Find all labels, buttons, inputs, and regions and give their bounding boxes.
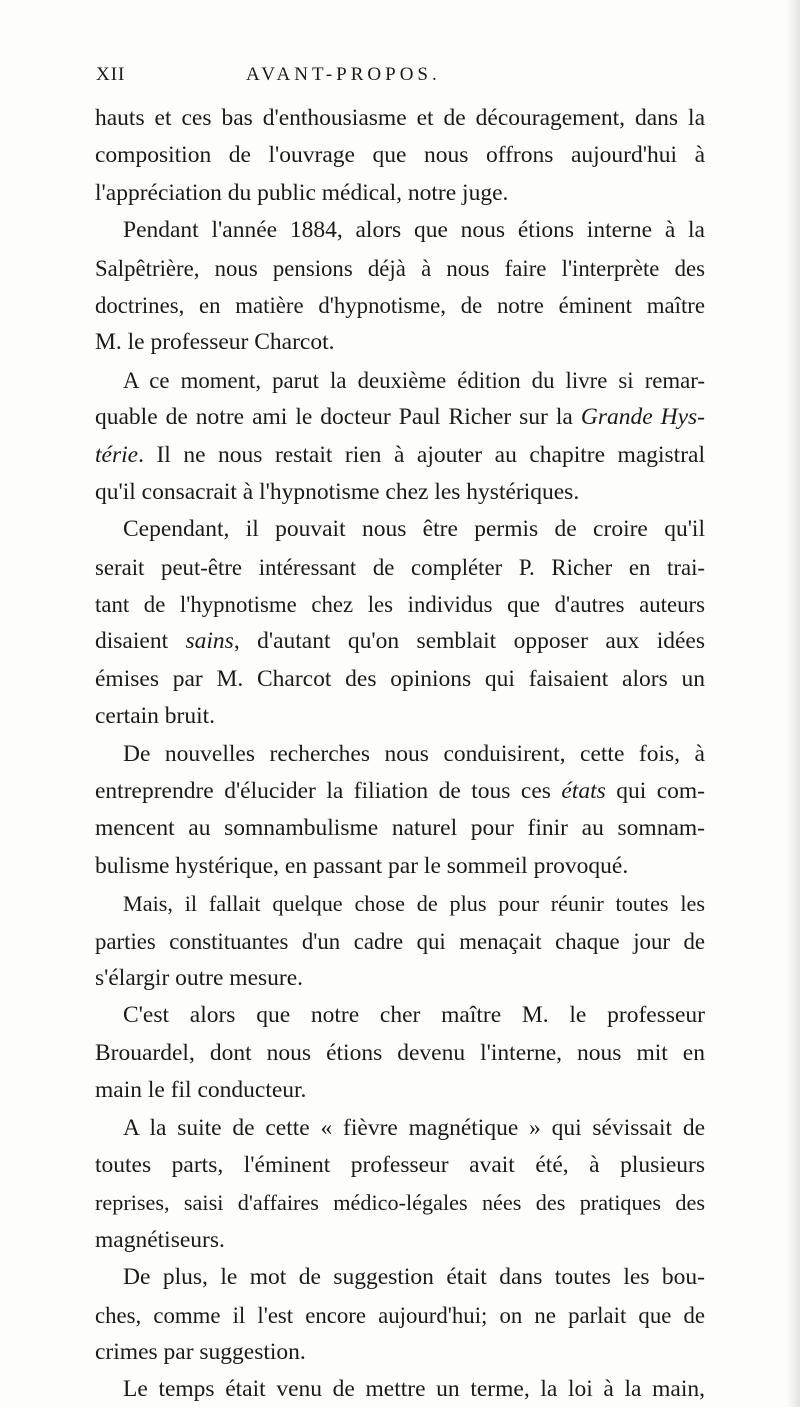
text-line <box>95 549 705 586</box>
italic-run: états <box>561 778 606 805</box>
italic-run: térie <box>95 441 139 468</box>
text-line <box>95 923 705 960</box>
text-run: l'appréciation du public médical, notre juge. <box>95 179 509 206</box>
text-line <box>95 960 705 997</box>
text-line <box>95 175 705 212</box>
text-line <box>95 250 705 287</box>
text-run: mencent au somnambulisme naturel pour finir au somnam- <box>95 815 705 842</box>
page-number: XII <box>96 64 126 85</box>
text-run: serait peut-être intéressant de compléter P. Richer en trai- <box>95 554 705 580</box>
text-run: Salpêtrière, nous pensions déjà à nous faire l'interprète des <box>95 255 705 281</box>
text-line <box>95 212 705 249</box>
text-line <box>95 810 705 847</box>
text-line <box>95 997 705 1034</box>
text-run: parties constituantes d'un cadre qui menaçait chaque jour de <box>95 928 705 954</box>
text-run: qui com- <box>616 778 705 805</box>
text-line <box>95 137 705 174</box>
text-line <box>95 1297 705 1334</box>
text-line <box>95 1110 705 1147</box>
text-line <box>95 885 705 922</box>
running-title: AVANT-PROPOS. <box>246 64 441 85</box>
text-run: tant de l'hypnotisme chez les individus que d'autres auteurs <box>95 592 705 618</box>
text-line <box>95 399 705 436</box>
text-run: M. le professeur Charcot. <box>95 329 335 356</box>
text-line <box>95 1147 705 1184</box>
text-line <box>95 324 705 361</box>
text-line <box>95 1184 705 1221</box>
text-run: Pendant l'année 1884, alors que nous étions interne à la <box>123 217 705 244</box>
text-run: . Il ne nous restait rien à ajouter au chapitre magistral <box>138 441 705 468</box>
text-run: De plus, le mot de suggestion était dans toutes les bou- <box>123 1264 705 1291</box>
text-line <box>95 511 705 548</box>
text-line <box>95 698 705 735</box>
text-line <box>95 1334 705 1371</box>
text-run: crimes par suggestion. <box>95 1338 306 1365</box>
text-run: qu'il consacrait à l'hypnotisme chez les hystériques. <box>95 478 580 505</box>
text-line <box>95 1222 705 1259</box>
text-run: , d'autant qu'on semblait opposer aux idées <box>233 628 705 655</box>
text-line <box>95 100 705 137</box>
text-run: quable de notre ami le docteur Paul Richer sur la <box>95 404 573 431</box>
text-run: entreprendre d'élucider la filiation de tous ces <box>95 778 551 805</box>
text-line <box>95 773 705 810</box>
text-run: De nouvelles recherches nous conduisirent, cette fois, à <box>123 740 705 767</box>
text-line <box>95 736 705 773</box>
text-line <box>95 623 705 660</box>
italic-run: sains <box>185 628 234 655</box>
text-run: Cependant, il pouvait nous être permis de croire qu'il <box>123 516 705 543</box>
text-line <box>95 1371 705 1408</box>
italic-run: Grande Hys- <box>580 404 706 431</box>
text-run: A ce moment, parut la deuxième édition du livre si remar- <box>123 367 705 393</box>
text-run: bulisme hystérique, en passant par le sommeil provoqué. <box>95 852 629 879</box>
text-line <box>95 474 705 511</box>
text-run: magnétiseurs. <box>95 1226 225 1253</box>
text-run: C'est alors que notre cher maître M. le professeur <box>123 1002 705 1029</box>
text-line <box>95 661 705 698</box>
text-run: Mais, il fallait quelque chose de plus pour réunir toutes les <box>123 891 705 917</box>
running-header <box>96 64 696 94</box>
text-run: ches, comme il l'est encore aujourd'hui; on ne parlait que de <box>95 1302 705 1328</box>
text-run: reprises, saisi d'affaires médico-légales nées des pratiques des <box>95 1190 705 1216</box>
text-run: certain bruit. <box>95 703 216 730</box>
text-line <box>95 287 705 324</box>
text-run: Le temps était venu de mettre un terme, la loi à la main, <box>123 1376 705 1403</box>
text-line <box>95 1072 705 1109</box>
text-line <box>95 437 705 474</box>
text-run: Brouardel, dont nous étions devenu l'interne, nous mit en <box>95 1039 705 1066</box>
text-line <box>95 362 705 399</box>
text-run: s'élargir outre mesure. <box>95 964 304 991</box>
text-run: émises par M. Charcot des opinions qui faisaient alors un <box>95 665 705 692</box>
text-line <box>95 1035 705 1072</box>
text-line <box>95 586 705 623</box>
body-text <box>95 100 705 1409</box>
text-run: A la suite de cette « fièvre magnétique » qui sévissait de <box>123 1114 705 1141</box>
page-edge-shadow <box>786 0 800 1407</box>
text-line <box>95 848 705 885</box>
text-run: main le fil conducteur. <box>95 1077 307 1104</box>
text-line <box>95 1259 705 1296</box>
text-run: toutes parts, l'éminent professeur avait été, à plusieurs <box>95 1151 705 1178</box>
text-run: hauts et ces bas d'enthousiasme et de découragement, dans la <box>95 105 705 131</box>
text-run: doctrines, en matière d'hypnotisme, de notre éminent maître <box>95 292 705 318</box>
text-run: composition de l'ouvrage que nous offrons aujourd'hui à <box>95 142 705 169</box>
text-run: disaient <box>95 628 169 655</box>
